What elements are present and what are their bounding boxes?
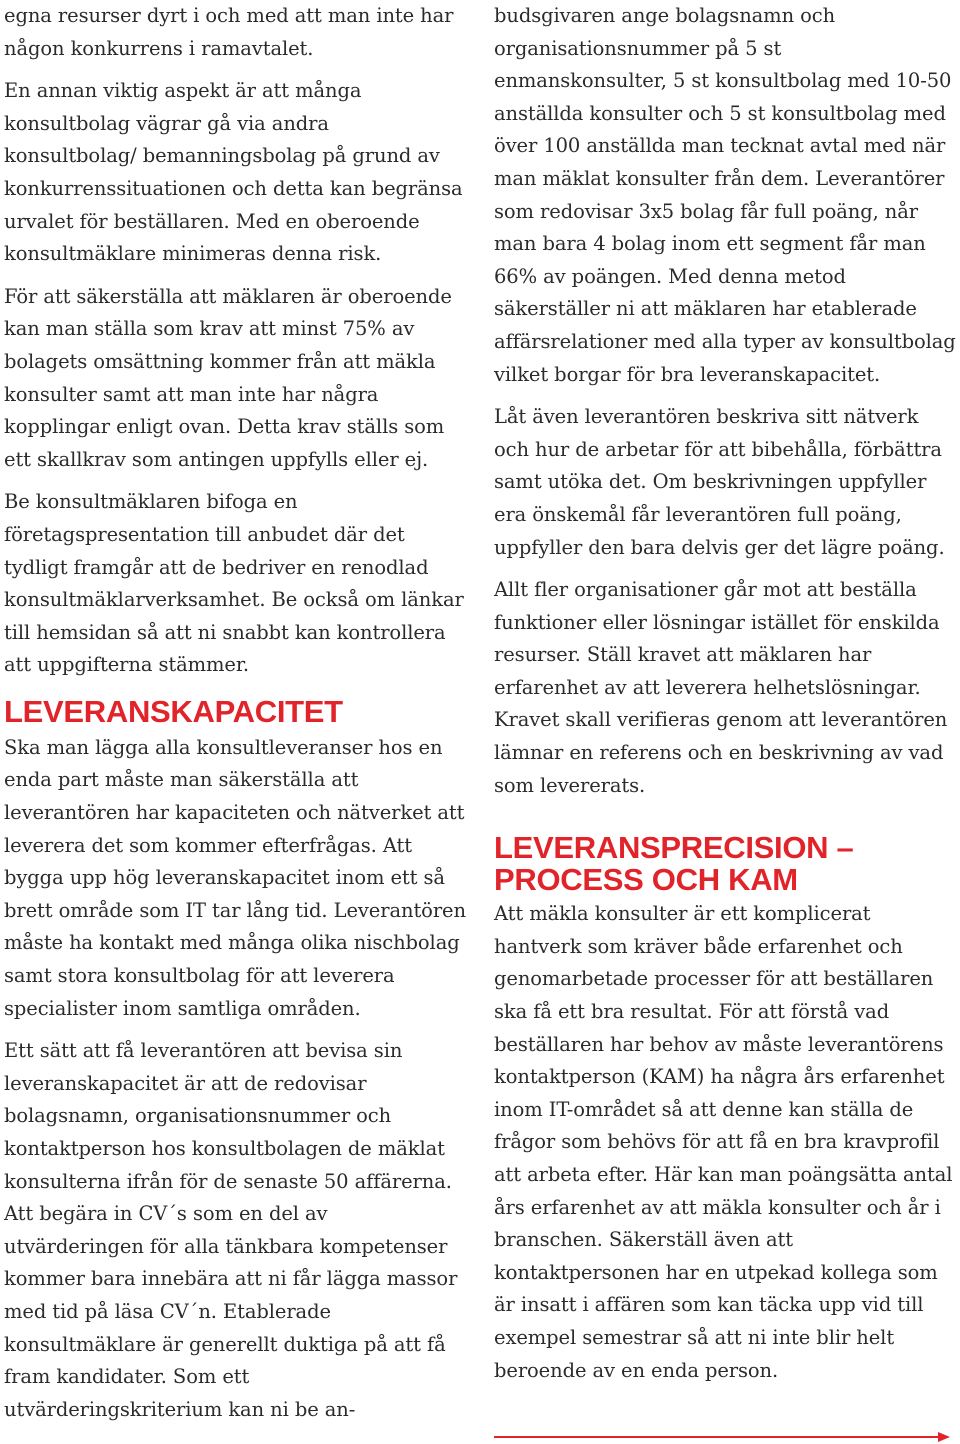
paragraph: Ett sätt att få leverantören att bevisa sin leveranskapacitet är att de redovisar bolagsnamn, organisationsnummer och kontaktperson hos konsultbolagen de mäklat konsulterna ifrån för de senaste 50 affärerna. Att begära in CV´s som en del av utvärderingen för alla tänkbara kompetenser kommer bara innebära att ni får lägga massor med tid på läsa CV´n. Etablerade konsultmäklare är generellt duktiga på att få fram kandidater. Som ett utvärderingskriterium kan ni be an- (4, 1039, 458, 1421)
paragraph: Att mäkla konsulter är ett komplicerat hantverk som kräver både erfarenhet och genomarbetade processer för att beställaren ska få ett bra resultat. För att förstå vad beställaren har behov av måste leverantörens kontaktperson (KAM) ha några års erfarenhet inom IT-området så att denne kan ställa de frågor som behövs för att få en bra kravprofil att arbeta efter. Här kan man poängsätta antal års erfarenhet av att mäkla konsulter och år i branschen. Säkerställ även att kontaktpersonen har en utpekad kollega som är insatt i affären som kan täcka upp vid till exempel semestrar så att ni inte blir helt beroende av en enda person. (494, 902, 953, 1382)
paragraph: Låt även leverantören beskriva sitt nätverk och hur de arbetar för att bibehålla, förbättra samt utöka det. Om beskrivningen uppfyller era önskemål får leverantören full poäng, uppfyller den bara delvis ger det lägre poäng. (494, 405, 945, 559)
paragraph: För att säkerställa att mäklaren är oberoende kan man ställa som krav att minst 75% av bolagets omsättning kommer från att mäkla konsulter samt att man inte har några kopplingar enligt ovan. Detta krav ställs som ett skallkrav som antingen uppfylls eller ej. (4, 284, 452, 471)
paragraph: En annan viktig aspekt är att många konsultbolag vägrar gå via andra konsultbolag/ bemanningsbolag på grund av konkurrenssituationen och detta kan begränsa urvalet för beställaren. Med en oberoende konsultmäklare minimeras denna risk. (4, 79, 463, 266)
left-column (4, 0, 466, 1426)
heading-line: PROCESS OCH KAM (494, 862, 798, 898)
right-column (494, 0, 956, 1387)
paragraph: egna resurser dyrt i och med att man inte har någon konkurrens i ramavtalet. (4, 4, 454, 60)
section-heading-leveransprecision (494, 832, 956, 896)
paragraph: Ska man lägga alla konsultleveranser hos en enda part måste man säkerställa att leverantören har kapaciteten och nätverket att leverera det som kommer efterfrågas. Att bygga upp hög leveranskapacitet inom ett så brett område som IT tar lång tid. Leverantören måste ha kontakt med många olika nischbolag samt stora konsultbolag för att leverera specialister inom samtliga områden. (4, 735, 466, 1020)
arrow-line (494, 1436, 940, 1438)
arrow-right-icon (494, 1432, 954, 1442)
paragraph: Be konsultmäklaren bifoga en företagspresentation till anbudet där det tydligt framgår att de bedriver en renodlad konsultmäklarverksamhet. Be också om länkar till hemsidan så att ni snabbt kan kontrollera att uppgifterna stämmer. (4, 490, 464, 677)
arrow-head (938, 1432, 950, 1442)
paragraph: Allt fler organisationer går mot att beställa funktioner eller lösningar istället för enskilda resurser. Ställ kravet att mäklaren har erfarenhet av att leverera helhetslösningar. Kravet skall verifieras genom att leverantören lämnar en referens och en beskrivning av vad som levererats. (494, 578, 948, 797)
heading-line: LEVERANSPRECISION – (494, 830, 854, 866)
paragraph: budsgivaren ange bolagsnamn och organisationsnummer på 5 st enmanskonsulter, 5 st konsultbolag med 10-50 anställda konsulter och 5 st konsultbolag med över 100 anställda man tecknat avtal med när man mäklat konsulter från dem. Leverantörer som redovisar 3x5 bolag får full poäng, når man bara 4 bolag inom ett segment får man 66% av poängen. Med denna metod säkerställer ni att mäklaren har etablerade affärsrelationer med alla typer av konsultbolag vilket borgar för bra leveranskapacitet. (494, 4, 956, 386)
section-heading-leveranskapacitet: LEVERANSKAPACITET (4, 693, 343, 729)
